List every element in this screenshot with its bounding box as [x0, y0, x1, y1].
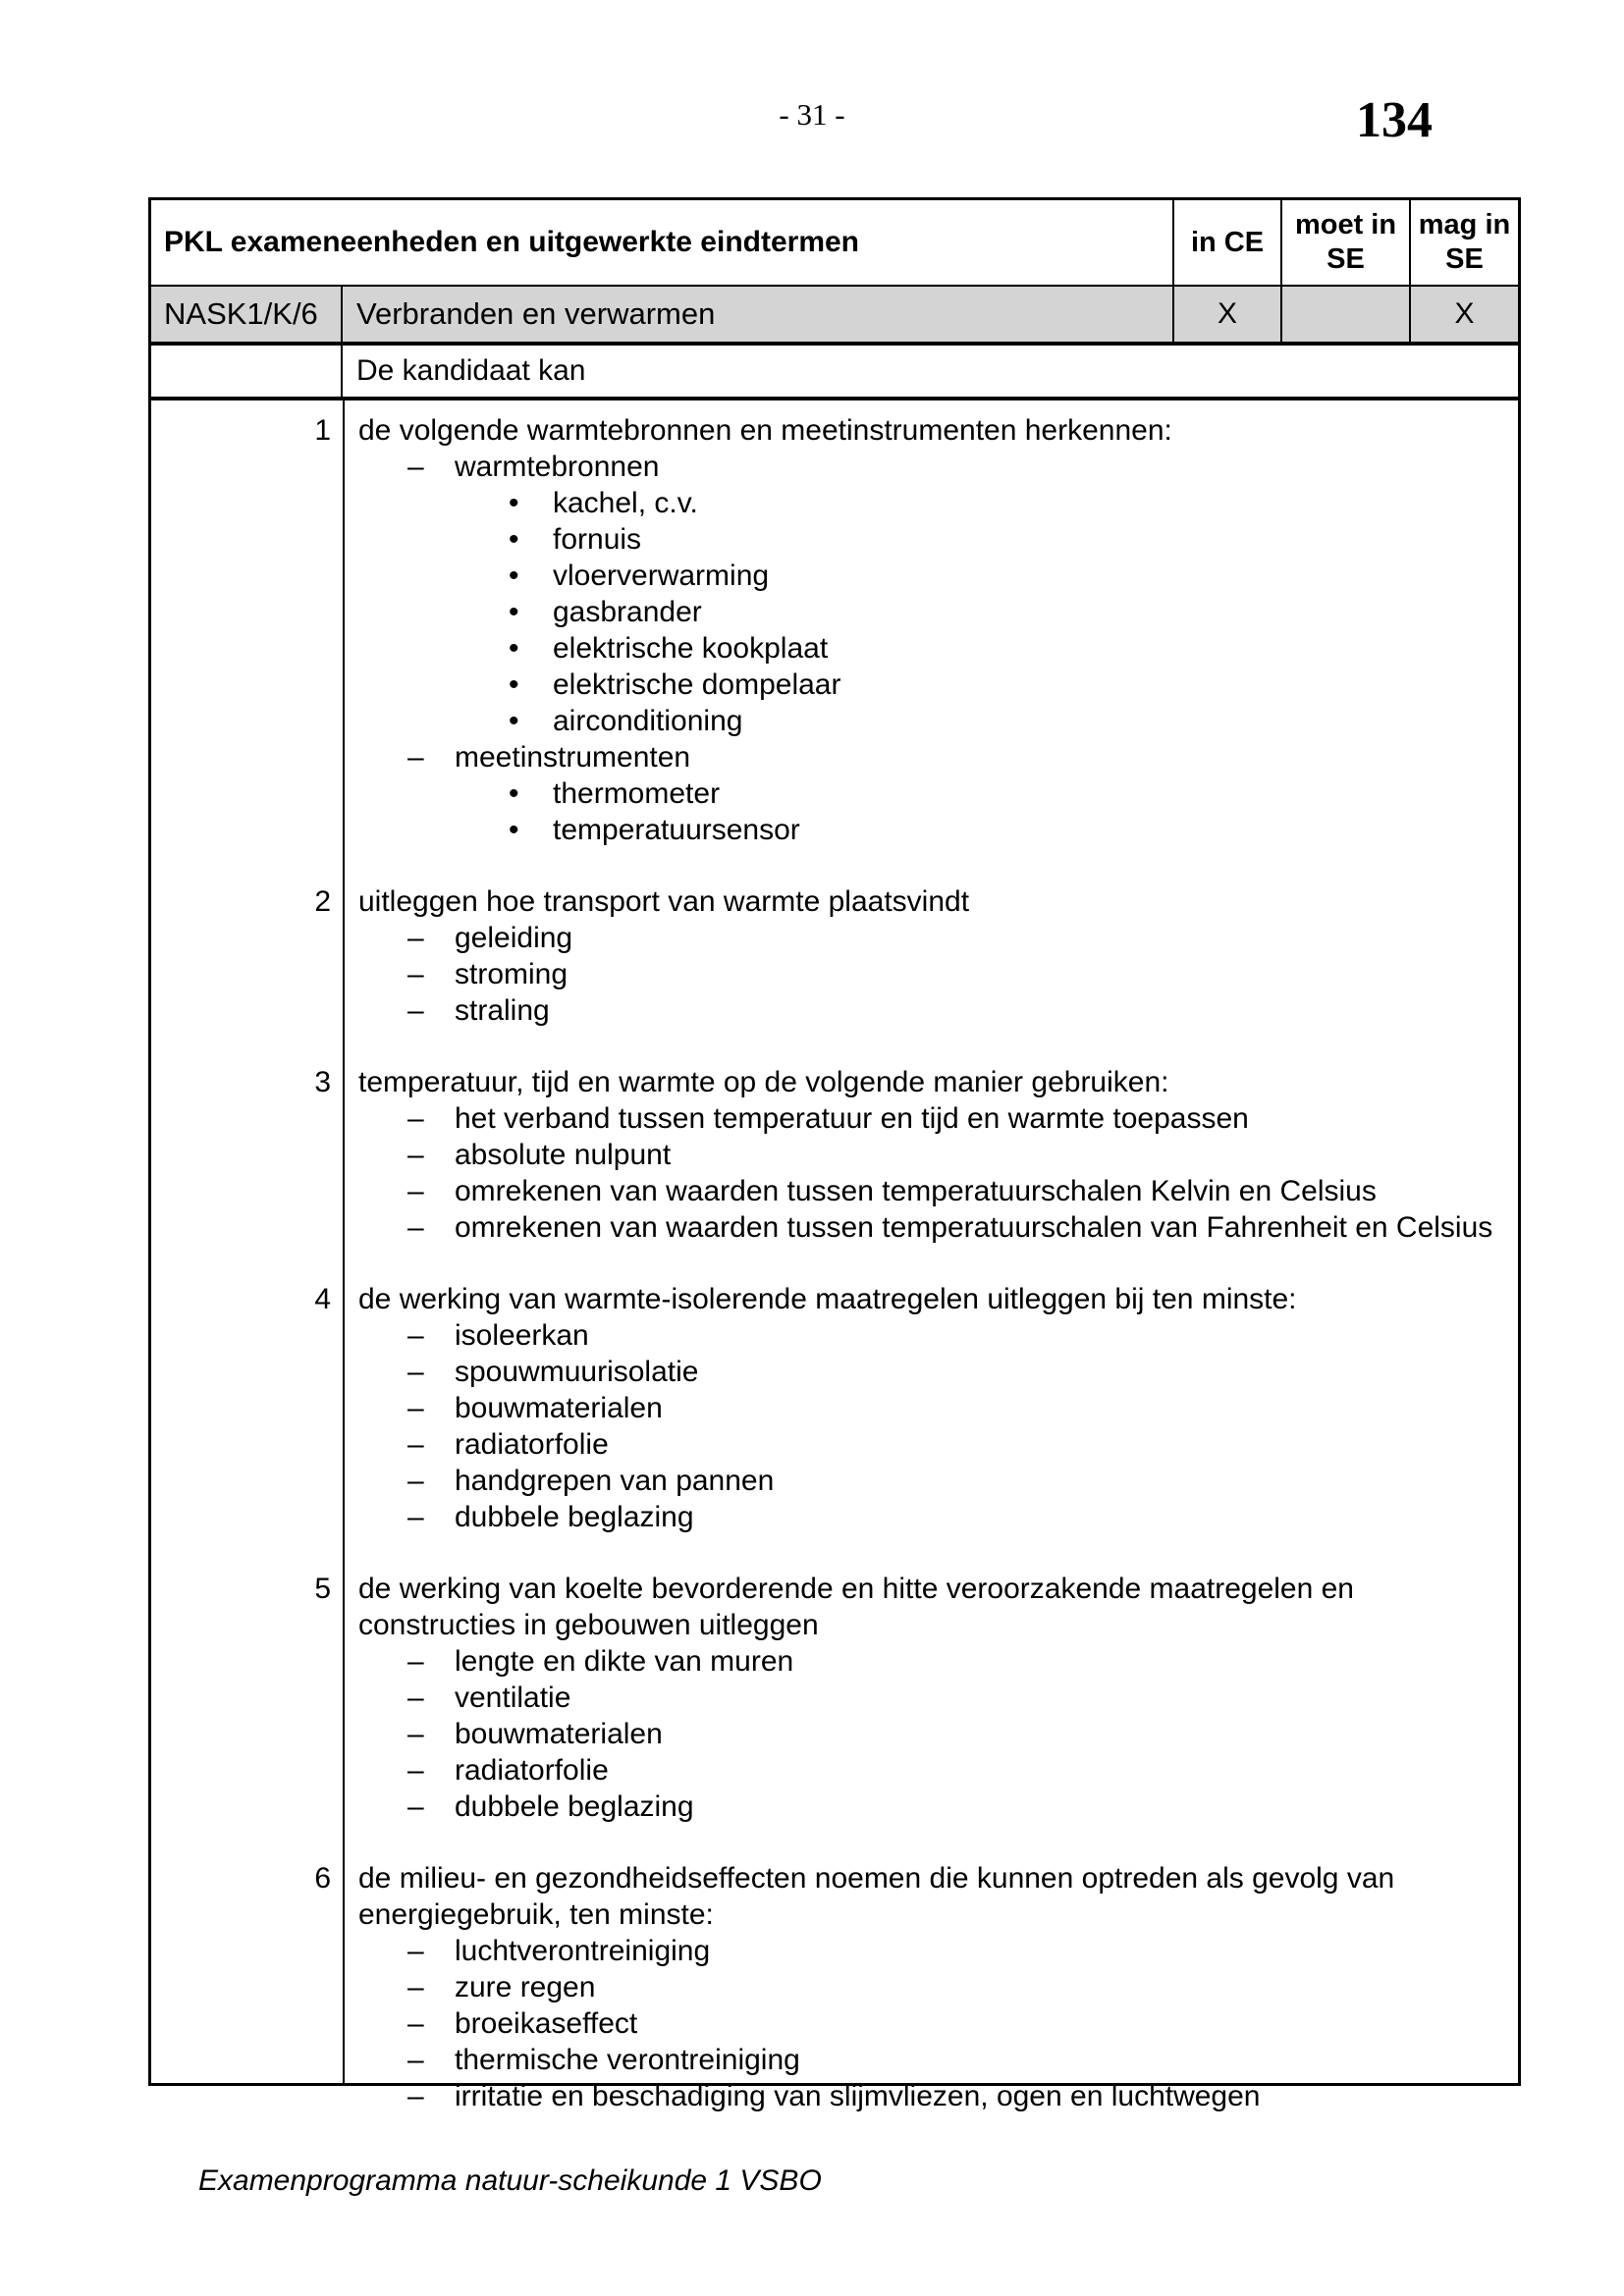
dash-marker: –	[407, 1392, 424, 1424]
sub-item-dash	[151, 2042, 1518, 2078]
sub-item-bullet	[151, 594, 1518, 630]
eindterm-item	[151, 1281, 1518, 1535]
sub-item-text: elektrische kookplaat	[553, 632, 829, 665]
sub-item-text: bouwmaterialen	[455, 1718, 663, 1750]
dash-marker: –	[407, 994, 424, 1027]
intro-text-cell: De kandidaat kan	[356, 354, 586, 387]
sub-item-text: airconditioning	[553, 705, 743, 737]
dash-marker: –	[407, 2044, 424, 2076]
eindterm-item	[151, 412, 1518, 848]
dash-marker: –	[407, 1718, 424, 1750]
dash-marker: –	[407, 1139, 424, 1171]
item-text: temperatuur, tijd en warmte op de volgende manier gebruiken:	[358, 1066, 1169, 1098]
footer-text: Examenprogramma natuur-scheikunde 1 VSBO	[198, 2164, 822, 2197]
sub-item-text: lengte en dikte van muren	[455, 1645, 794, 1678]
dash-marker: –	[407, 451, 424, 483]
sub-item-text: zure regen	[455, 1971, 596, 2003]
sub-item-text: fornuis	[553, 523, 642, 556]
item-heading	[151, 883, 1518, 920]
unit-mag-in-se-mark: X	[1454, 297, 1475, 330]
sub-item-text: omrekenen van waarden tussen temperatuurschalen van Fahrenheit en Celsius	[455, 1211, 1493, 1244]
item-number: 1	[314, 414, 331, 447]
sub-item-bullet	[151, 630, 1518, 667]
sub-item-bullet	[151, 485, 1518, 521]
sub-item-text: dubbele beglazing	[455, 1501, 694, 1533]
sub-item-text: isoleerkan	[455, 1319, 589, 1352]
eindterm-item	[151, 1571, 1518, 1825]
sub-item-text: gasbrander	[553, 596, 702, 628]
sub-item-text: temperatuursensor	[553, 814, 800, 846]
sub-item-text: absolute nulpunt	[455, 1139, 672, 1171]
dash-marker: –	[407, 922, 424, 954]
items-row	[151, 400, 1518, 2112]
item-text: de werking van koelte bevorderende en hitte veroorzakende maatregelen en constructies in gebouwen uitleggen	[358, 1573, 1354, 1641]
sub-item-text: thermometer	[553, 777, 721, 810]
item-number: 4	[314, 1283, 331, 1315]
sub-item-dash	[151, 1209, 1518, 1246]
item-heading	[151, 412, 1518, 449]
items-container	[151, 412, 1518, 2114]
page-number: - 31 -	[779, 97, 845, 132]
sub-item-bullet	[151, 812, 1518, 848]
sub-item-text: vloerverwarming	[553, 560, 770, 592]
table-header-row	[151, 200, 1518, 287]
corner-page-number: 134	[1356, 92, 1433, 148]
sub-item-text: handgrepen van pannen	[455, 1465, 775, 1497]
sub-item-dash	[151, 992, 1518, 1029]
dash-marker: –	[407, 958, 424, 990]
bullet-marker: •	[509, 814, 519, 846]
dash-marker: –	[407, 1501, 424, 1533]
unit-code-cell: NASK1/K/6	[151, 287, 343, 342]
dash-marker: –	[407, 1465, 424, 1497]
sub-item-text: radiatorfolie	[455, 1754, 609, 1787]
unit-row	[151, 287, 1518, 346]
header-mag-in-se-cell: mag in SE	[1418, 209, 1511, 275]
sub-item-dash	[151, 1933, 1518, 1969]
sub-item-text: radiatorfolie	[455, 1428, 609, 1461]
sub-item-text: kachel, c.v.	[553, 487, 698, 519]
sub-item-text: ventilatie	[455, 1682, 571, 1714]
dash-marker: –	[407, 1790, 424, 1823]
item-heading	[151, 1571, 1518, 1643]
sub-item-text: geleiding	[455, 922, 573, 954]
sub-item-text: thermische verontreiniging	[455, 2044, 800, 2076]
dash-marker: –	[407, 1645, 424, 1678]
sub-item-dash	[151, 1463, 1518, 1499]
dash-marker: –	[407, 1356, 424, 1388]
sub-item-dash	[151, 1716, 1518, 1752]
intro-empty-cell	[151, 346, 343, 397]
sub-item-dash	[151, 1390, 1518, 1426]
item-text: de volgende warmtebronnen en meetinstrumenten herkennen:	[358, 414, 1172, 447]
sub-item-text: meetinstrumenten	[455, 741, 691, 774]
sub-item-dash	[151, 1317, 1518, 1354]
sub-item-dash	[151, 920, 1518, 956]
item-number: 2	[314, 885, 331, 918]
sub-item-text: spouwmuurisolatie	[455, 1356, 699, 1388]
dash-marker: –	[407, 1935, 424, 1967]
intro-row	[151, 346, 1518, 400]
sub-item-dash	[151, 739, 1518, 775]
sub-item-dash	[151, 1643, 1518, 1680]
item-number: 5	[314, 1573, 331, 1605]
item-text: de werking van warmte-isolerende maatregelen uitleggen bij ten minste:	[358, 1283, 1297, 1315]
eindtermen-table	[148, 197, 1521, 2112]
sub-item-text: dubbele beglazing	[455, 1790, 694, 1823]
header-title-cell: PKL exameneenheden en uitgewerkte eindtermen	[151, 200, 1174, 285]
sub-item-bullet	[151, 775, 1518, 812]
bullet-marker: •	[509, 632, 519, 665]
dash-marker: –	[407, 1754, 424, 1787]
bullet-marker: •	[509, 560, 519, 592]
bullet-marker: •	[509, 487, 519, 519]
sub-item-text: straling	[455, 994, 550, 1027]
sub-item-text: luchtverontreiniging	[455, 1935, 711, 1967]
sub-item-bullet	[151, 667, 1518, 703]
dash-marker: –	[407, 1971, 424, 2003]
sub-item-text: warmtebronnen	[455, 451, 660, 483]
sub-item-dash	[151, 1426, 1518, 1463]
dash-marker: –	[407, 1682, 424, 1714]
sub-item-text: stroming	[455, 958, 568, 990]
item-text: de milieu- en gezondheidseffecten noemen die kunnen optreden als gevolg van energiegebruik, ten minste:	[358, 1862, 1395, 1931]
item-heading	[151, 1860, 1518, 1933]
dash-marker: –	[407, 1211, 424, 1244]
sub-item-dash	[151, 2078, 1518, 2114]
sub-item-dash	[151, 1354, 1518, 1390]
sub-item-text: irritatie en beschadiging van slijmvliezen, ogen en luchtwegen	[455, 2080, 1261, 2112]
sub-item-text: bouwmaterialen	[455, 1392, 663, 1424]
bullet-marker: •	[509, 777, 519, 810]
eindterm-item	[151, 1064, 1518, 1246]
dash-marker: –	[407, 1102, 424, 1135]
item-number: 6	[314, 1862, 331, 1895]
item-heading	[151, 1281, 1518, 1317]
sub-item-text: broeikaseffect	[455, 2007, 638, 2040]
dash-marker: –	[407, 1319, 424, 1352]
sub-item-dash	[151, 1499, 1518, 1535]
dash-marker: –	[407, 1428, 424, 1461]
sub-item-bullet	[151, 558, 1518, 594]
sub-item-dash	[151, 1680, 1518, 1716]
unit-moet-in-se-mark	[1282, 287, 1411, 342]
sub-item-dash	[151, 449, 1518, 485]
sub-item-dash	[151, 956, 1518, 992]
sub-item-dash	[151, 1173, 1518, 1209]
item-text: uitleggen hoe transport van warmte plaatsvindt	[358, 885, 970, 918]
bullet-marker: •	[509, 596, 519, 628]
eindterm-item	[151, 1860, 1518, 2114]
sub-item-dash	[151, 1752, 1518, 1789]
sub-item-bullet	[151, 521, 1518, 558]
eindterm-item	[151, 883, 1518, 1029]
item-heading	[151, 1064, 1518, 1100]
sub-item-text: omrekenen van waarden tussen temperatuurschalen Kelvin en Celsius	[455, 1175, 1377, 1207]
sub-item-dash	[151, 1100, 1518, 1137]
bullet-marker: •	[509, 705, 519, 737]
sub-item-bullet	[151, 703, 1518, 739]
sub-item-dash	[151, 2005, 1518, 2042]
bullet-marker: •	[509, 668, 519, 701]
item-number: 3	[314, 1066, 331, 1098]
header-moet-in-se-cell: moet in SE	[1282, 200, 1411, 285]
header-in-ce-cell: in CE	[1174, 200, 1282, 285]
sub-item-text: het verband tussen temperatuur en tijd en warmte toepassen	[455, 1102, 1249, 1135]
unit-in-ce-mark: X	[1174, 287, 1282, 342]
dash-marker: –	[407, 2007, 424, 2040]
sub-item-dash	[151, 1789, 1518, 1825]
sub-item-dash	[151, 1969, 1518, 2005]
unit-title-cell: Verbranden en verwarmen	[343, 287, 1174, 342]
dash-marker: –	[407, 741, 424, 774]
dash-marker: –	[407, 1175, 424, 1207]
sub-item-text: elektrische dompelaar	[553, 668, 841, 701]
sub-item-dash	[151, 1137, 1518, 1173]
dash-marker: –	[407, 2080, 424, 2112]
bullet-marker: •	[509, 523, 519, 556]
